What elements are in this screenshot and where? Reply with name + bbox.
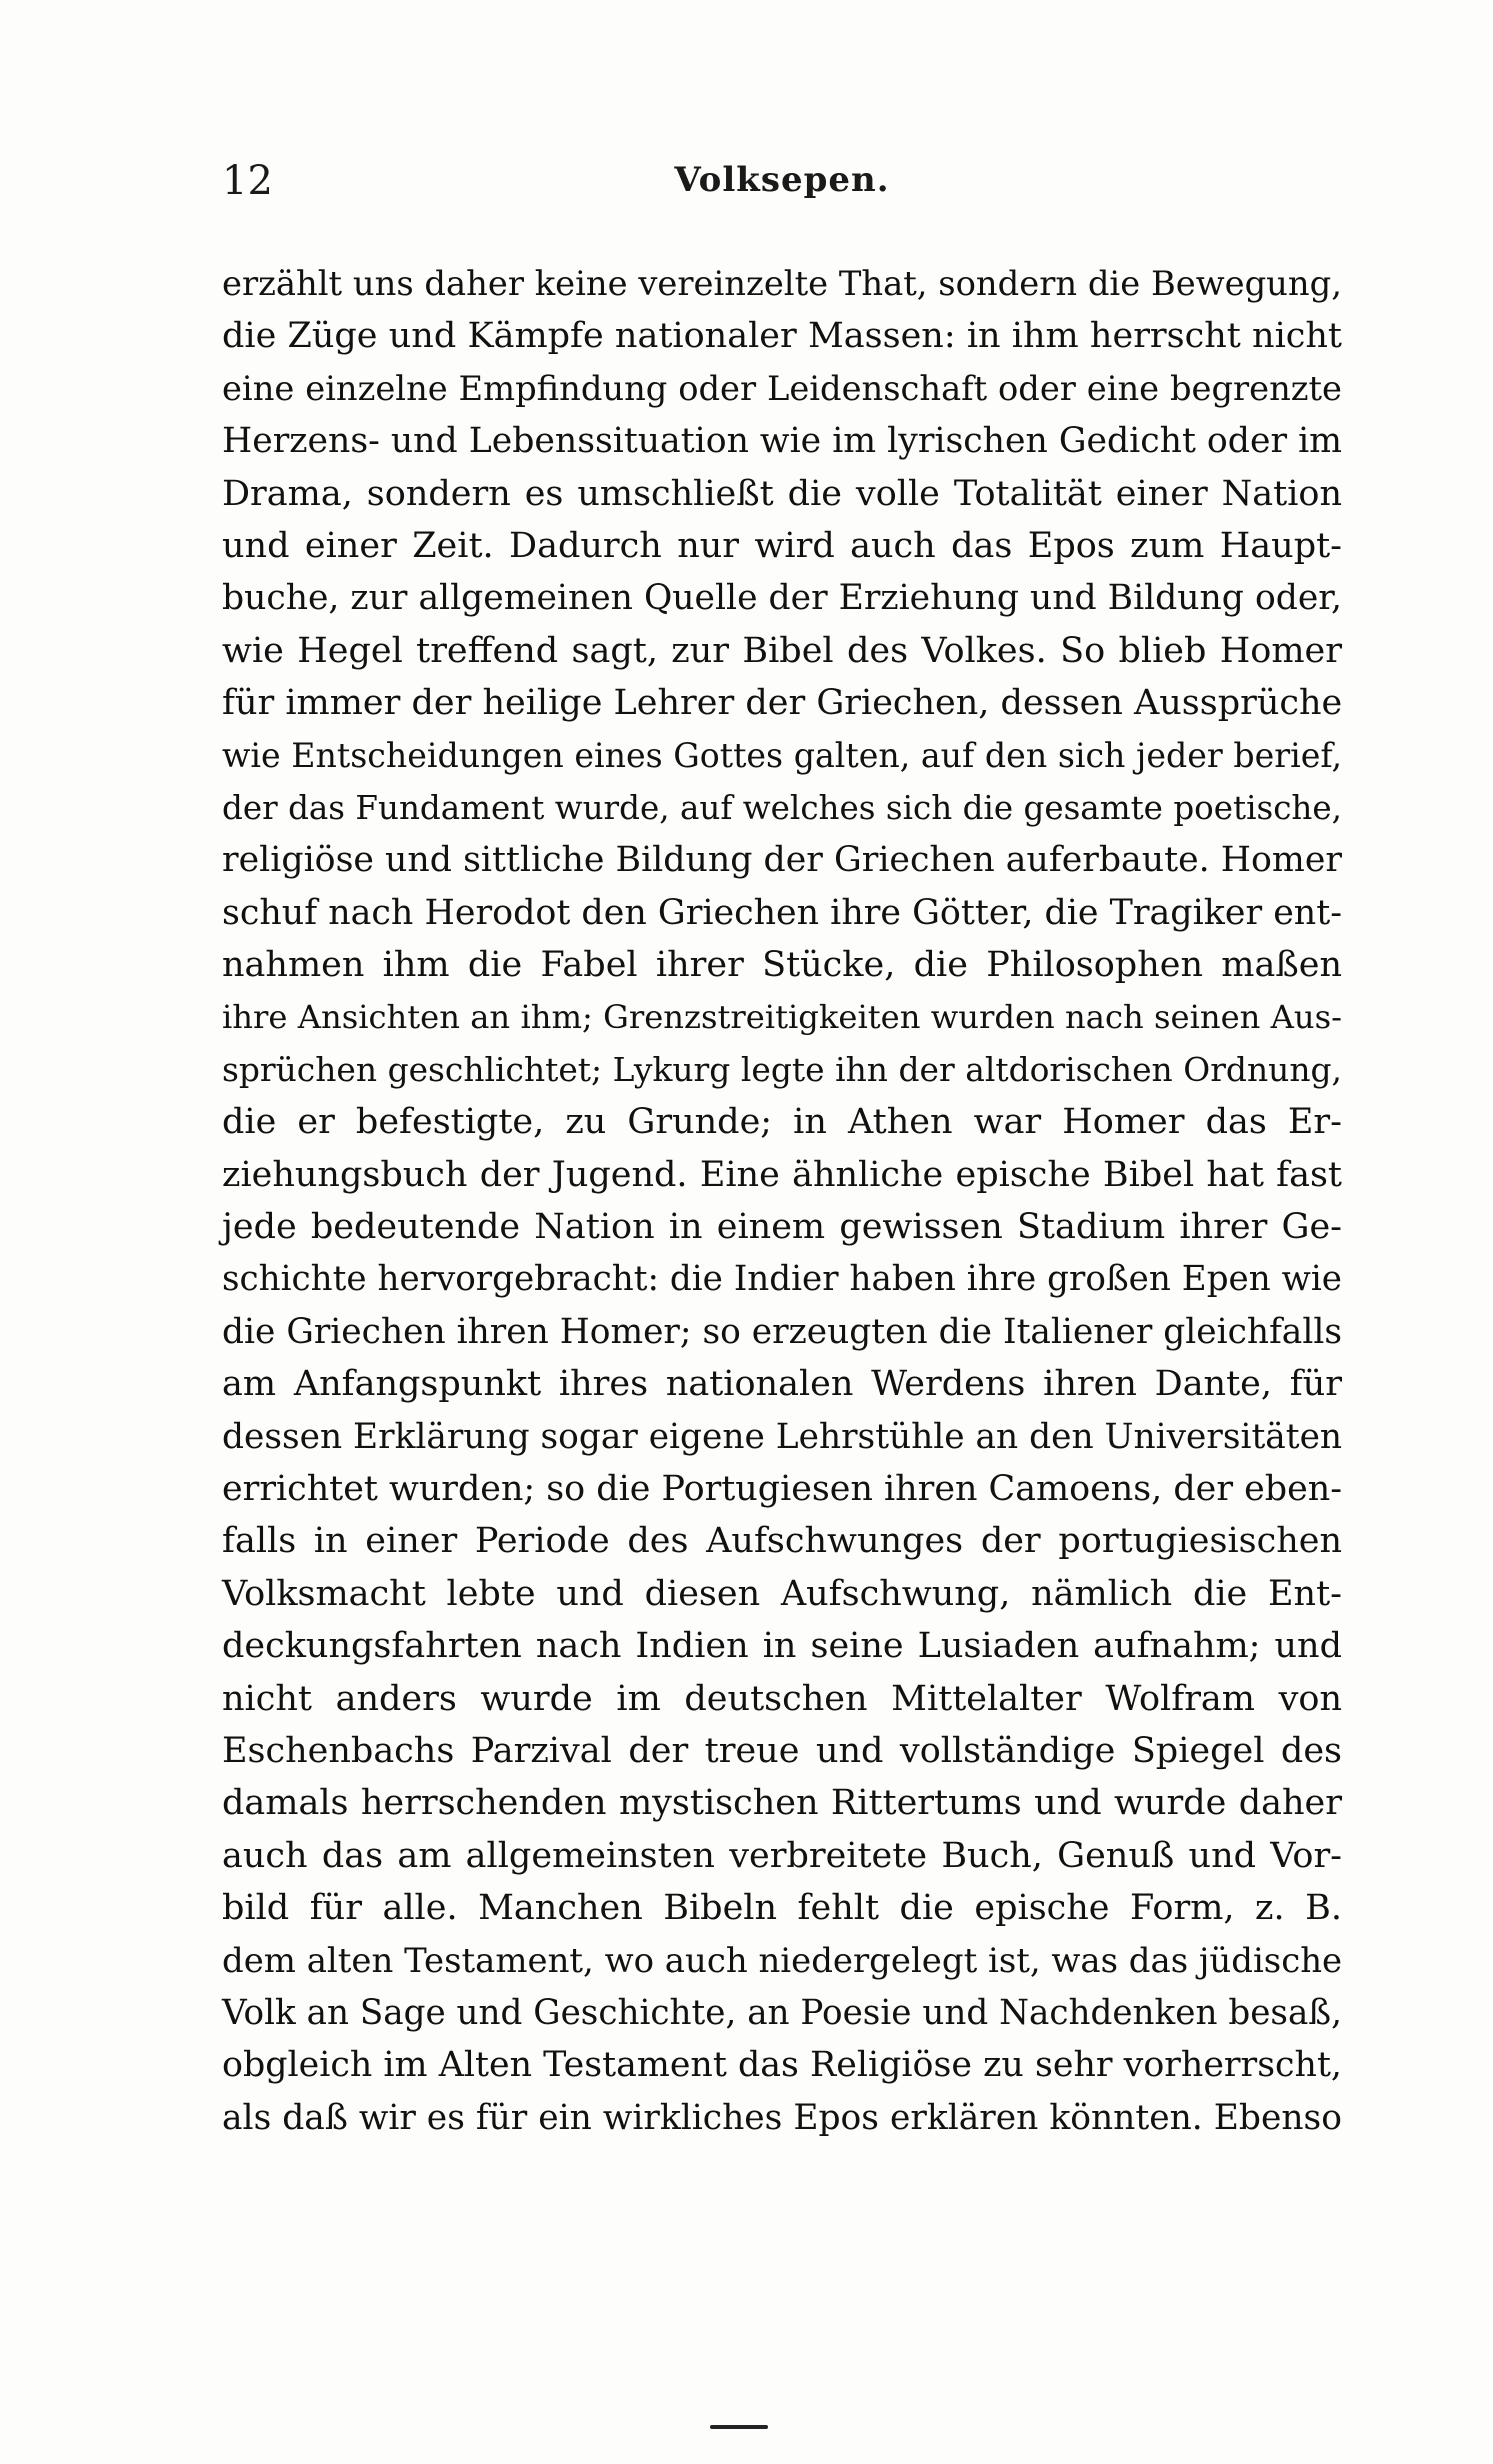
text-line: errichtet wurden; so die Portugiesen ihren Camoens, der eben- [222,1468,1342,1509]
text-line: eine einzelne Empfindung oder Leidenschaft oder eine begrenzte [222,368,1342,408]
text-line: und einer Zeit. Dadurch nur wird auch das Epos zum Haupt- [222,525,1342,566]
text-line: obgleich im Alten Testament das Religiöse zu sehr vorherrscht, [222,2045,1342,2086]
text-line: Eschenbachs Parzival der treue und vollständige Spiegel des [222,1730,1342,1771]
text-line: die er befestigte, zu Grunde; in Athen war Homer das Er- [222,1102,1342,1143]
text-line: Drama, sondern es umschließt die volle Totalität einer Nation [222,473,1342,514]
text-line: damals herrschenden mystischen Rittertums und wurde daher [222,1783,1342,1824]
text-line: jede bedeutende Nation in einem gewissen Stadium ihrer Ge- [222,1207,1342,1248]
text-line: religiöse und sittliche Bildung der Griechen auferbaute. Homer [222,840,1342,881]
text-line: schuf nach Herodot den Griechen ihre Götter, die Tragiker ent- [222,892,1342,933]
text-line: die Züge und Kämpfe nationaler Massen: in ihm herrscht nicht [222,316,1342,357]
text-line: bild für alle. Manchen Bibeln fehlt die epische Form, z. B. [222,1888,1342,1929]
running-title: Volksepen. [674,160,890,200]
text-line: der das Fundament wurde, auf welches sich die gesamte poetische, [222,788,1342,827]
page-number: 12 [222,158,273,204]
text-line: schichte hervorgebracht: die Indier haben ihre großen Epen wie [222,1259,1342,1300]
text-line: Volk an Sage und Geschichte, an Poesie und Nachdenken besaß, [222,1992,1342,2033]
text-line: deckungsfahrten nach Indien in seine Lusiaden aufnahm; und [222,1626,1342,1667]
text-line: Herzens- und Lebenssituation wie im lyrischen Gedicht oder im [222,421,1342,462]
text-line: die Griechen ihren Homer; so erzeugten die Italiener gleichfalls [222,1311,1342,1352]
text-line: am Anfangspunkt ihres nationalen Werdens ihren Dante, für [222,1364,1342,1405]
body-text [222,258,1342,2144]
text-line: wie Entscheidungen eines Gottes galten, auf den sich jeder berief, [222,735,1342,775]
text-line: buche, zur allgemeinen Quelle der Erziehung und Bildung oder, [222,578,1342,619]
text-line: Volksmacht lebte und diesen Aufschwung, nämlich die Ent- [222,1573,1342,1614]
text-line: nahmen ihm die Fabel ihrer Stücke, die Philosophen maßen [222,945,1342,986]
text-line: ziehungsbuch der Jugend. Eine ähnliche epische Bibel hat fast [222,1154,1342,1195]
footer-rule [710,2425,768,2429]
text-line: für immer der heilige Lehrer der Griechen, dessen Aussprüche [222,683,1343,724]
text-line: sprüchen geschlichtet; Lykurg legte ihn der altdorischen Ordnung, [222,1049,1342,1089]
text-line: erzählt uns daher keine vereinzelte That, sondern die Bewegung, [222,264,1342,303]
text-line: nicht anders wurde im deutschen Mittelalter Wolfram von [222,1678,1342,1719]
text-line: falls in einer Periode des Aufschwunges der portugiesischen [222,1521,1342,1562]
text-line: dessen Erklärung sogar eigene Lehrstühle an den Universitäten [222,1416,1343,1457]
text-line: ihre Ansichten an ihm; Grenzstreitigkeiten wurden nach seinen Aus- [222,998,1342,1037]
text-line: wie Hegel treffend sagt, zur Bibel des Volkes. So blieb Homer [222,630,1342,671]
text-line: dem alten Testament, wo auch niedergelegt ist, was das jüdische [222,1940,1343,1980]
text-line: als daß wir es für ein wirkliches Epos erklären könnten. Ebenso [222,2097,1342,2138]
page-header [222,150,1342,210]
text-line: auch das am allgemeinsten verbreitete Buch, Genuß und Vor- [222,1835,1342,1876]
